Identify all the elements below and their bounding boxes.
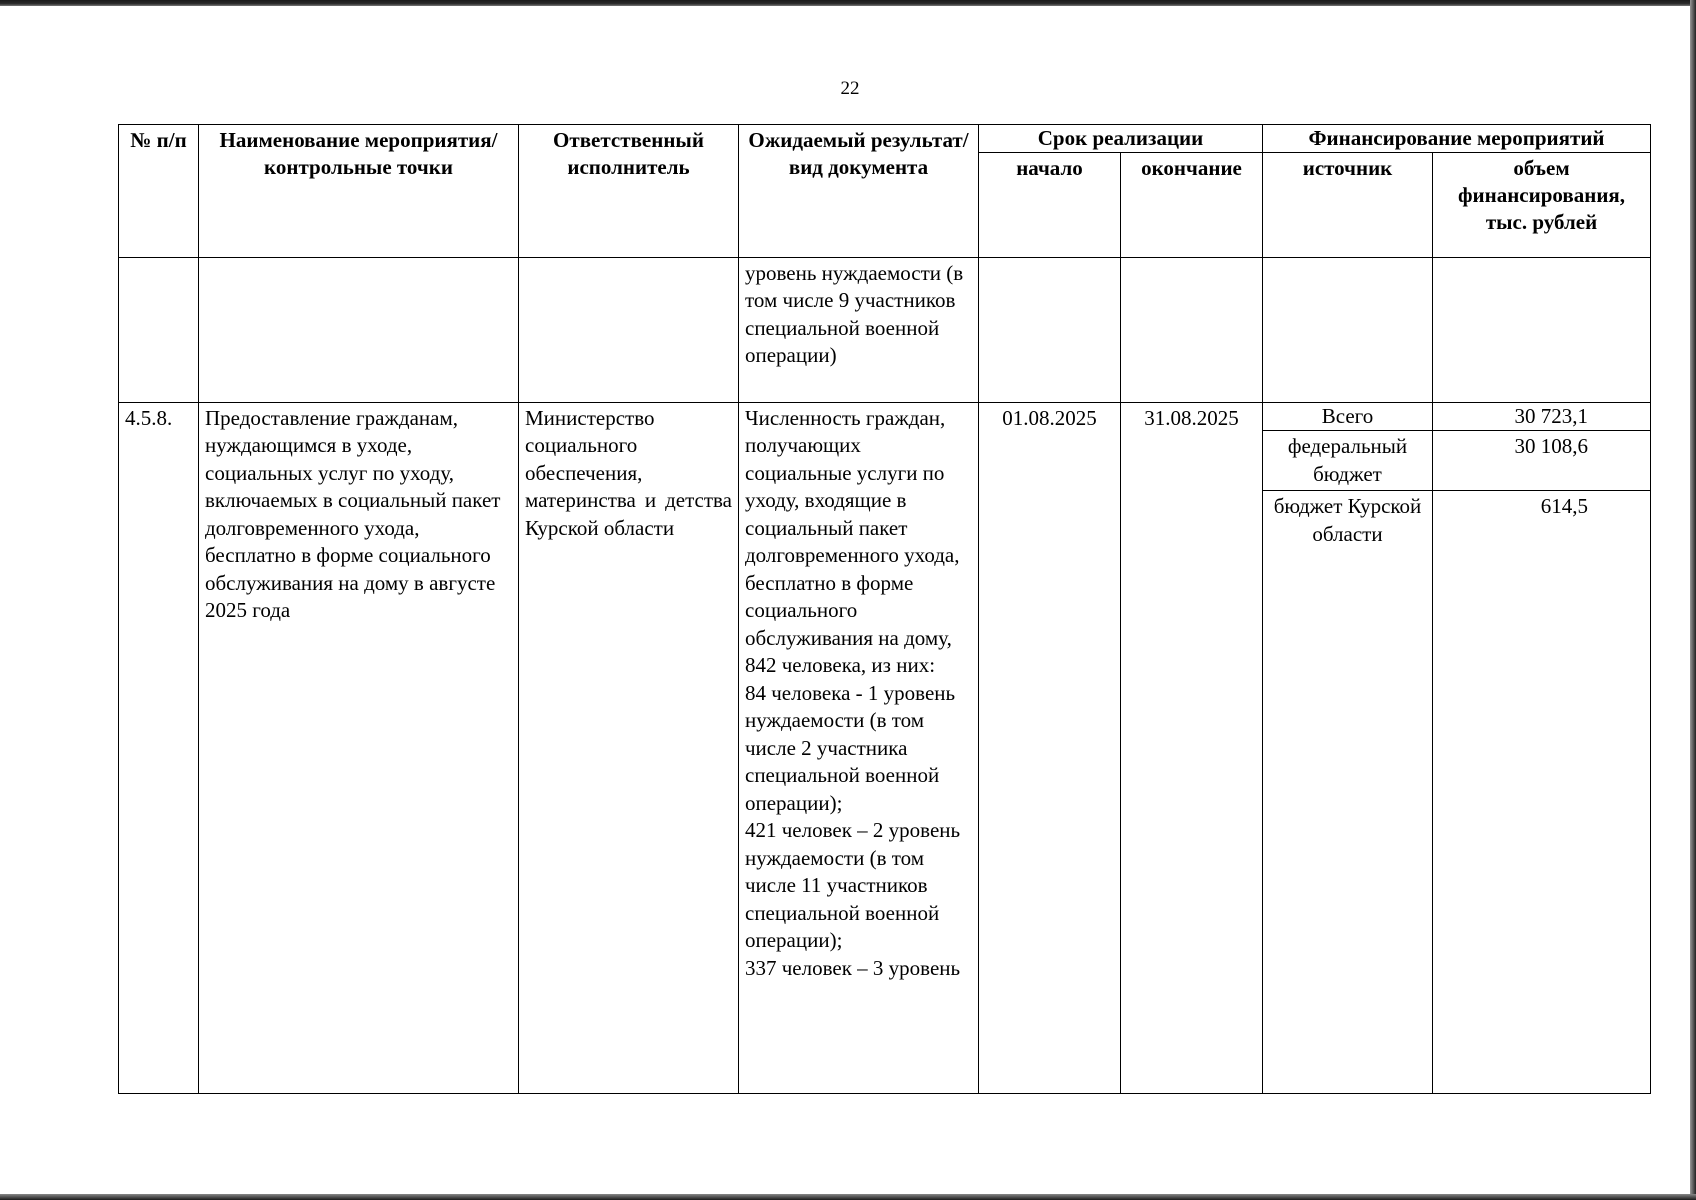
funding-source-regional: бюджет Курской области [1263, 491, 1433, 1094]
header-term-start: начало [979, 153, 1121, 258]
scan-edge-bottom [0, 1194, 1696, 1200]
funding-amount-total: 30 723,1 [1433, 402, 1651, 431]
plan-table [118, 124, 1651, 1094]
cont-num-cell [119, 257, 199, 402]
row-num: 4.5.8. [119, 402, 199, 1093]
header-num: № п/п [119, 125, 199, 258]
header-name: Наименование мероприятия/контрольные точки [199, 125, 519, 258]
row-start-date: 01.08.2025 [979, 402, 1121, 1093]
page-number: 22 [840, 78, 860, 99]
header-term: Срок реализации [979, 125, 1263, 153]
cont-end-cell [1121, 257, 1263, 402]
funding-source-federal: федеральный бюджет [1263, 431, 1433, 491]
header-volume: объем финансирования, тыс. рублей [1433, 153, 1651, 258]
funding-amount-federal: 30 108,6 [1433, 431, 1651, 491]
header-result: Ожидаемый результат/вид документа [739, 125, 979, 258]
funding-amount-regional: 614,5 [1433, 491, 1651, 1094]
row-end-date: 31.08.2025 [1121, 402, 1263, 1093]
row-executor: Министерство социального обеспечения, материнства и детства Курской области [519, 402, 739, 1093]
header-row-1 [119, 125, 1651, 153]
cont-executor-cell [519, 257, 739, 402]
header-executor: Ответственный исполнитель [519, 125, 739, 258]
continuation-row [119, 257, 1651, 402]
funding-source-total: Всего [1263, 402, 1433, 431]
row-name: Предоставление гражданам, нуждающимся в уходе, социальных услуг по уходу, включаемых в социальный пакет долговременного ухода, бесплатно в форме социального обслуживания на дому в августе 2025 года [199, 402, 519, 1093]
cont-volume-cell [1433, 257, 1651, 402]
scan-edge-top [0, 0, 1696, 6]
cont-name-cell [199, 257, 519, 402]
scan-edge-right [1690, 0, 1696, 1200]
cont-start-cell [979, 257, 1121, 402]
table-row [119, 402, 1651, 431]
cont-result-cell: уровень нуждаемости (в том числе 9 участников специальной военной операции) [739, 257, 979, 402]
row-result: Численность граждан, получающих социальные услуги по уходу, входящие в социальный пакет долговременного ухода, бесплатно в форме социального обслуживания на дому, 842 человека, из них: 84 человека - 1 уровень нуждаемости (в том числе 2 участника специальной военной операции); 421 человек – 2 уровень нуждаемости (в том числе 11 участников специальной военной операции); 337 человек – 3 уровень [739, 402, 979, 1093]
header-financing: Финансирование мероприятий [1263, 125, 1651, 153]
header-term-end: окончание [1121, 153, 1263, 258]
header-source: источник [1263, 153, 1433, 258]
cont-source-cell [1263, 257, 1433, 402]
